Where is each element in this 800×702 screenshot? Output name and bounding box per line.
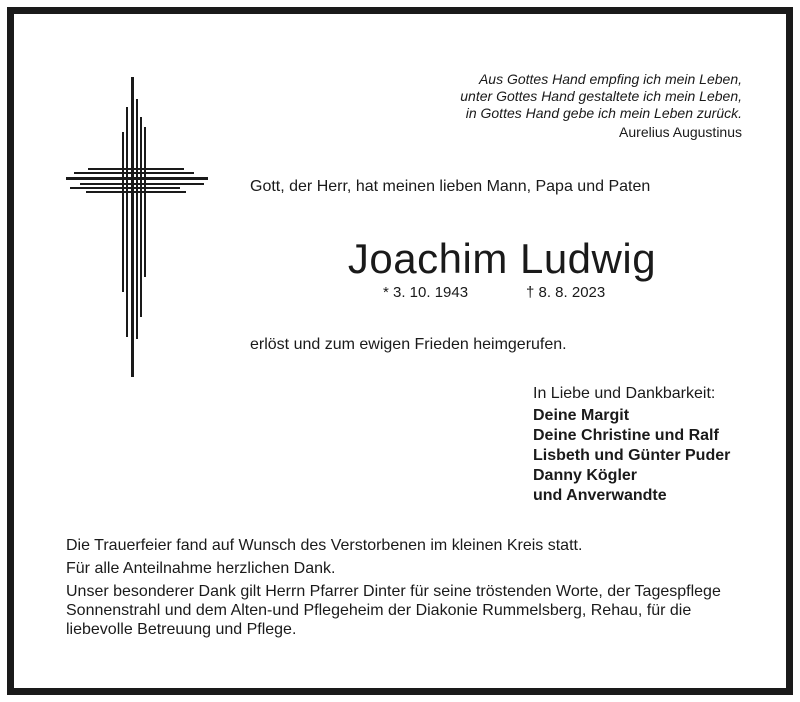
- quote-block: [460, 71, 742, 141]
- mourners-block: [533, 384, 730, 506]
- mourner-name: Danny Kögler: [533, 467, 638, 484]
- death-date: † 8. 8. 2023: [526, 284, 606, 301]
- note-paragraph: Die Trauerfeier fand auf Wunsch des Verstorbenen im kleinen Kreis statt.: [66, 537, 583, 554]
- cross-icon: [66, 77, 208, 377]
- intro-text: Gott, der Herr, hat meinen lieben Mann, Papa und Paten: [250, 178, 651, 195]
- notes-block: [66, 536, 756, 643]
- release-text: erlöst und zum ewigen Frieden heimgerufen.: [250, 336, 567, 353]
- mourner-name: Deine Margit: [533, 407, 630, 424]
- birth-date: * 3. 10. 1943: [383, 284, 469, 301]
- mourner-name: Lisbeth und Günter Puder: [533, 447, 731, 464]
- obituary-frame: [7, 7, 793, 695]
- mourner-name: Deine Christine und Ralf: [533, 427, 719, 444]
- note-paragraph: Für alle Anteilnahme herzlichen Dank.: [66, 560, 336, 577]
- quote-line: in Gottes Hand gebe ich mein Leben zurück.: [465, 105, 742, 121]
- mourner-name: und Anverwandte: [533, 487, 667, 504]
- mourners-heading: In Liebe und Dankbarkeit:: [533, 385, 716, 402]
- note-paragraph: Unser besonderer Dank gilt Herrn Pfarrer Dinter für seine tröstenden Worte, der Tagespflege Sonnenstrahl und dem Alten-und Pflegeheim der Diakonie Rummelsberg, Rehau, für die liebevolle Betreuung und Pflege.: [66, 583, 721, 638]
- quote-line: unter Gottes Hand gestaltete ich mein Leben,: [460, 88, 742, 104]
- quote-author: Aurelius Augustinus: [619, 124, 742, 140]
- deceased-name: Joachim Ludwig: [347, 235, 657, 282]
- quote-line: Aus Gottes Hand empfing ich mein Leben,: [478, 71, 742, 87]
